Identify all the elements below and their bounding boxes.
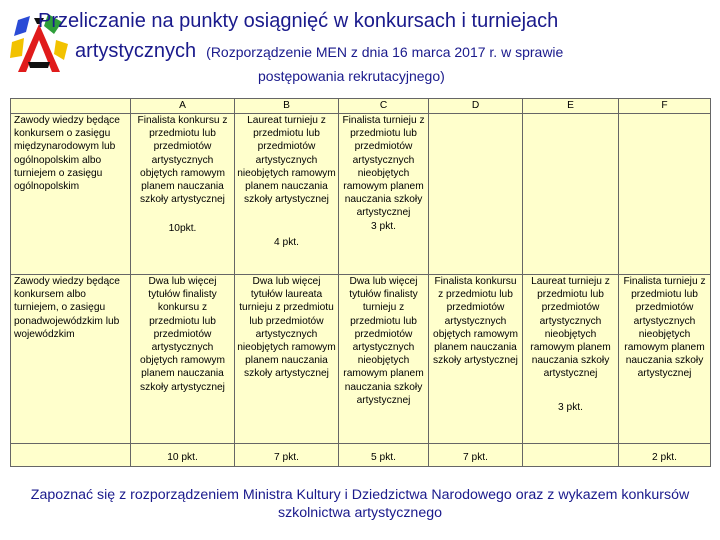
cell-row2-a: Dwa lub więcej tytułów finalisty konkursu z przedmiotu lub przedmiotów artystycznych objętych ramowym planem nauczania szkoły artystycznej <box>131 275 235 444</box>
column-header-c: C <box>339 99 429 114</box>
column-header-empty <box>11 99 131 114</box>
cell-row1-e <box>523 114 619 275</box>
cell-text: Laureat turnieju z przedmiotu lub przedmiotów artystycznych nieobjętych ramowym planem nauczania szkoły artystycznej <box>530 276 611 380</box>
column-header-d: D <box>429 99 523 114</box>
points-value: 3 pkt. <box>558 401 583 413</box>
cell-row2-d: Finalista konkursu z przedmiotu lub przedmiotów artystycznych objętych ramowym planem nauczania szkoły artystycznej <box>429 275 523 444</box>
cell-row3-a: 10 pkt. <box>131 444 235 467</box>
page-title-line2 <box>75 40 563 63</box>
row-label-national: Zawody wiedzy będące konkursem o zasięgu międzynarodowym lub ogólnopolskim albo turniejem o zasięgu ogólnopolskim <box>11 114 131 275</box>
cell-row2-f: Finalista turnieju z przedmiotu lub przedmiotów artystycznych nieobjętych ramowym planem nauczania szkoły artystycznej <box>619 275 711 444</box>
cell-row3-e <box>523 444 619 467</box>
table-row <box>11 275 711 444</box>
table-row <box>11 444 711 467</box>
page-title-continuation: artystycznych <box>75 40 197 62</box>
points-value: 10pkt. <box>168 223 197 235</box>
points-table <box>10 98 711 467</box>
cell-row1-b <box>235 114 339 275</box>
points-value: 3 pkt. <box>371 220 396 232</box>
cell-row1-d <box>429 114 523 275</box>
page-title: Przeliczanie na punkty osiągnięć w konkursach i turniejach <box>38 10 559 32</box>
page-subtitle-line2: postępowania rekrutacyjnego) <box>258 68 445 84</box>
column-header-e: E <box>523 99 619 114</box>
cell-row3-f: 2 pkt. <box>619 444 711 467</box>
page-subtitle: (Rozporządzenie MEN z dnia 16 marca 2017 r. w sprawie <box>206 44 564 60</box>
cell-row3-b: 7 pkt. <box>235 444 339 467</box>
cell-text: Laureat turnieju z przedmiotu lub przedmiotów artystycznych nieobjętych ramowym planem nauczania szkoły artystycznej <box>237 115 336 206</box>
table-header-row <box>11 99 711 114</box>
cell-row2-e <box>523 275 619 444</box>
cell-text: Finalista turnieju z przedmiotu lub przedmiotów artystycznych nieobjętych ramowym planem nauczania szkoły artystycznej <box>342 115 425 219</box>
table-row <box>11 114 711 275</box>
footer-note: Zapoznać się z rozporządzeniem Ministra Kultury i Dziedzictwa Narodowego oraz z wykazem konkursów szkolnictwa artystycznego <box>30 487 690 521</box>
cell-row2-b: Dwa lub więcej tytułów laureata turnieju z przedmiotu lub przedmiotów artystycznych nieobjętych ramowym planem nauczania szkoły artystycznej <box>235 275 339 444</box>
cell-row1-a <box>131 114 235 275</box>
cell-row3-label <box>11 444 131 467</box>
cell-text: Finalista konkursu z przedmiotu lub przedmiotów artystycznych objętych ramowym planem nauczania szkoły artystycznej <box>137 115 228 206</box>
cell-row1-c <box>339 114 429 275</box>
points-value: 4 pkt. <box>274 237 299 249</box>
cell-row3-d: 7 pkt. <box>429 444 523 467</box>
cell-row2-c: Dwa lub więcej tytułów finalisty turnieju z przedmiotu lub przedmiotów artystycznych nieobjętych ramowym planem nauczania szkoły artystycznej <box>339 275 429 444</box>
column-header-f: F <box>619 99 711 114</box>
cell-row1-f <box>619 114 711 275</box>
row-label-regional: Zawody wiedzy będące konkursem albo turniejem, o zasięgu ponadwojewódzkim lub wojewódzkim <box>11 275 131 444</box>
column-header-b: B <box>235 99 339 114</box>
cell-row3-c: 5 pkt. <box>339 444 429 467</box>
column-header-a: A <box>131 99 235 114</box>
